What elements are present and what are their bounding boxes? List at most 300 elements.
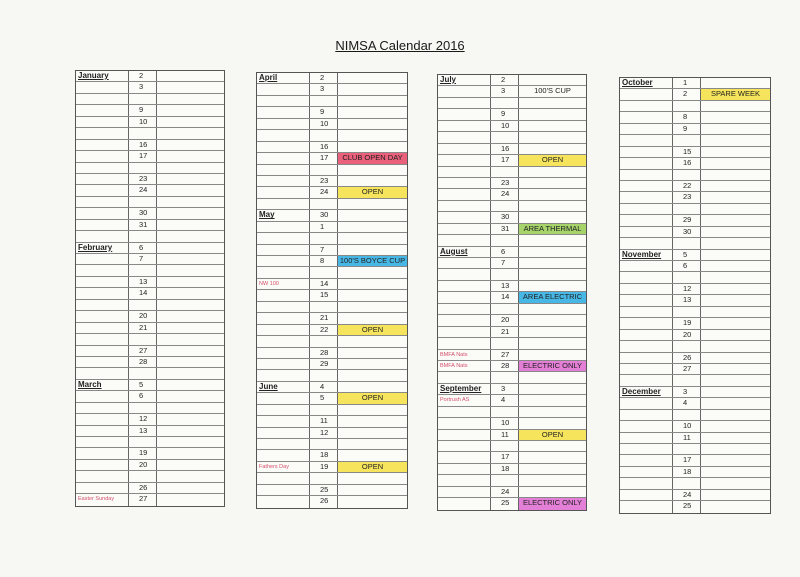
date-cell: 27 xyxy=(490,350,518,360)
calendar-row xyxy=(76,391,224,402)
date-cell xyxy=(128,403,156,413)
month-cell xyxy=(257,348,309,358)
date-cell xyxy=(672,444,700,454)
event-cell xyxy=(337,119,407,129)
event-cell xyxy=(337,405,407,415)
month-cell xyxy=(76,483,128,493)
date-cell: 3 xyxy=(128,82,156,92)
calendar-row xyxy=(620,227,770,238)
date-cell xyxy=(490,269,518,279)
calendar-row xyxy=(438,189,586,200)
month-cell xyxy=(257,473,309,483)
event-cell xyxy=(700,192,770,202)
month-label: August xyxy=(440,246,468,256)
month-cell xyxy=(76,117,128,127)
date-cell: 17 xyxy=(490,452,518,462)
event-cell xyxy=(156,265,224,275)
event-label: OPEN xyxy=(518,430,586,440)
date-cell: 6 xyxy=(490,247,518,257)
calendar-row xyxy=(257,496,407,507)
date-cell: 14 xyxy=(309,279,337,289)
month-cell xyxy=(76,220,128,230)
month-cell xyxy=(257,142,309,152)
date-cell: 5 xyxy=(672,250,700,260)
calendar-row xyxy=(257,107,407,118)
calendar-row xyxy=(620,375,770,386)
month-cell xyxy=(620,272,672,282)
event-cell xyxy=(518,407,586,417)
date-cell xyxy=(672,410,700,420)
month-cell xyxy=(76,346,128,356)
calendar-row xyxy=(620,444,770,455)
month-cell xyxy=(620,410,672,420)
event-label: OPEN xyxy=(337,325,407,335)
date-cell: 11 xyxy=(309,416,337,426)
month-cell xyxy=(257,416,309,426)
month-cell xyxy=(620,192,672,202)
date-cell: 10 xyxy=(490,121,518,131)
event-label: OPEN xyxy=(518,155,586,165)
month-cell xyxy=(438,167,490,177)
date-cell: 27 xyxy=(128,494,156,505)
month-cell xyxy=(76,254,128,264)
event-cell xyxy=(700,112,770,122)
date-cell: 11 xyxy=(672,433,700,443)
date-cell: 14 xyxy=(490,292,518,302)
month-cell xyxy=(76,288,128,298)
event-cell xyxy=(700,398,770,408)
event-cell xyxy=(518,258,586,268)
date-cell: 16 xyxy=(490,144,518,154)
month-cell xyxy=(438,189,490,199)
event-cell xyxy=(700,307,770,317)
date-cell: 8 xyxy=(672,112,700,122)
date-cell xyxy=(128,128,156,138)
event-cell xyxy=(700,238,770,248)
calendar-row xyxy=(257,405,407,416)
date-cell: 25 xyxy=(490,498,518,509)
calendar-row xyxy=(76,265,224,276)
month-cell xyxy=(620,227,672,237)
date-cell: 14 xyxy=(128,288,156,298)
date-cell: 28 xyxy=(128,357,156,367)
event-cell xyxy=(700,433,770,443)
calendar-row xyxy=(76,163,224,174)
date-cell xyxy=(128,471,156,481)
calendar-row xyxy=(620,238,770,249)
calendar-row xyxy=(257,119,407,130)
event-cell xyxy=(337,450,407,460)
month-cell xyxy=(76,368,128,378)
month-cell xyxy=(257,187,309,197)
calendar-row xyxy=(620,215,770,226)
calendar-row xyxy=(438,155,586,166)
date-cell: 11 xyxy=(490,430,518,440)
calendar-row xyxy=(257,279,407,290)
event-cell xyxy=(518,281,586,291)
event-cell xyxy=(156,334,224,344)
date-cell xyxy=(490,475,518,485)
calendar-row xyxy=(438,247,586,258)
event-cell xyxy=(518,304,586,314)
calendar-row xyxy=(438,418,586,429)
month-cell xyxy=(620,215,672,225)
event-cell xyxy=(700,204,770,214)
event-cell xyxy=(337,210,407,220)
event-label: OPEN xyxy=(337,462,407,472)
event-cell xyxy=(700,478,770,488)
calendar-row xyxy=(620,158,770,169)
calendar-row xyxy=(620,147,770,158)
calendar-row xyxy=(438,224,586,235)
date-cell: 9 xyxy=(128,105,156,115)
event-cell xyxy=(518,441,586,451)
date-cell: 10 xyxy=(490,418,518,428)
calendar-row xyxy=(257,428,407,439)
month-cell xyxy=(257,84,309,94)
month-label: July xyxy=(440,75,457,84)
month-cell xyxy=(76,311,128,321)
calendar-row xyxy=(438,109,586,120)
event-cell xyxy=(156,82,224,92)
calendar-row xyxy=(257,439,407,450)
month-cell xyxy=(620,181,672,191)
calendar-row xyxy=(620,330,770,341)
month-cell xyxy=(257,176,309,186)
event-cell xyxy=(156,426,224,436)
month-cell xyxy=(620,353,672,363)
event-cell xyxy=(156,71,224,81)
event-cell xyxy=(518,132,586,142)
month-cell xyxy=(76,426,128,436)
month-cell xyxy=(257,267,309,277)
calendar-row xyxy=(620,421,770,432)
month-cell xyxy=(257,336,309,346)
calendar-row xyxy=(257,462,407,473)
calendar-row xyxy=(620,204,770,215)
event-cell xyxy=(700,410,770,420)
month-cell xyxy=(76,208,128,218)
event-cell xyxy=(700,467,770,477)
event-cell xyxy=(700,181,770,191)
month-label: May xyxy=(259,210,275,220)
month-cell xyxy=(620,89,672,99)
month-cell xyxy=(620,444,672,454)
event-cell xyxy=(156,185,224,195)
date-cell: 29 xyxy=(309,359,337,369)
month-label: December xyxy=(622,386,661,396)
event-cell xyxy=(518,235,586,245)
month-cell xyxy=(257,119,309,129)
event-cell xyxy=(700,364,770,374)
calendar-row xyxy=(438,327,586,338)
event-cell xyxy=(156,380,224,390)
calendar-column-jan-mar xyxy=(75,70,225,507)
date-cell: 3 xyxy=(490,86,518,96)
event-cell xyxy=(337,290,407,300)
event-cell xyxy=(518,109,586,119)
date-cell xyxy=(672,478,700,488)
event-cell xyxy=(156,128,224,138)
calendar-row xyxy=(76,174,224,185)
event-cell xyxy=(337,176,407,186)
calendar-row xyxy=(438,315,586,326)
date-cell xyxy=(309,370,337,380)
calendar-row xyxy=(438,384,586,395)
date-cell: 4 xyxy=(309,382,337,392)
date-cell: 24 xyxy=(490,189,518,199)
calendar-row xyxy=(76,82,224,93)
month-cell xyxy=(620,490,672,500)
date-cell xyxy=(309,439,337,449)
event-cell xyxy=(700,261,770,271)
event-cell xyxy=(337,370,407,380)
date-cell xyxy=(309,233,337,243)
month-cell xyxy=(438,315,490,325)
date-cell xyxy=(672,272,700,282)
date-cell: 2 xyxy=(309,73,337,83)
event-cell xyxy=(156,300,224,310)
calendar-row xyxy=(620,181,770,192)
calendar-row xyxy=(438,75,586,86)
calendar-row xyxy=(620,467,770,478)
date-cell: 24 xyxy=(672,490,700,500)
event-cell xyxy=(518,98,586,108)
date-cell xyxy=(309,302,337,312)
event-cell xyxy=(156,494,224,505)
date-cell xyxy=(490,98,518,108)
event-cell xyxy=(156,105,224,115)
date-cell: 27 xyxy=(672,364,700,374)
calendar-column-jul-sep xyxy=(437,74,587,511)
date-cell: 24 xyxy=(128,185,156,195)
event-cell xyxy=(156,437,224,447)
calendar-row xyxy=(438,132,586,143)
event-cell xyxy=(156,403,224,413)
month-label: January xyxy=(78,71,109,80)
month-cell xyxy=(76,277,128,287)
event-cell xyxy=(337,485,407,495)
month-cell xyxy=(438,144,490,154)
calendar-row xyxy=(76,185,224,196)
month-cell xyxy=(257,199,309,209)
month-cell xyxy=(257,359,309,369)
event-label: AREA ELECTRIC xyxy=(518,292,586,302)
month-cell xyxy=(438,441,490,451)
calendar-row xyxy=(76,460,224,471)
event-cell xyxy=(156,357,224,367)
month-cell xyxy=(76,460,128,470)
month-cell xyxy=(257,107,309,117)
event-cell xyxy=(337,96,407,106)
calendar-row xyxy=(76,494,224,505)
calendar-row xyxy=(257,84,407,95)
calendar-row xyxy=(620,455,770,466)
calendar-row xyxy=(438,441,586,452)
date-cell: 13 xyxy=(672,295,700,305)
date-cell xyxy=(128,368,156,378)
date-cell xyxy=(672,170,700,180)
event-cell xyxy=(518,75,586,85)
calendar-row xyxy=(257,450,407,461)
calendar-row xyxy=(76,220,224,231)
event-cell xyxy=(518,475,586,485)
date-cell: 27 xyxy=(128,346,156,356)
event-cell xyxy=(337,84,407,94)
date-cell: 6 xyxy=(672,261,700,271)
event-cell xyxy=(156,311,224,321)
event-cell xyxy=(156,448,224,458)
month-cell xyxy=(620,147,672,157)
date-cell xyxy=(128,334,156,344)
month-cell xyxy=(620,238,672,248)
date-cell: 3 xyxy=(490,384,518,394)
event-cell xyxy=(700,341,770,351)
month-cell xyxy=(620,158,672,168)
event-cell xyxy=(518,247,586,257)
month-label: September xyxy=(440,383,482,393)
date-cell xyxy=(128,437,156,447)
date-cell: 25 xyxy=(309,485,337,495)
month-cell xyxy=(76,334,128,344)
event-cell xyxy=(156,140,224,150)
month-cell xyxy=(76,105,128,115)
date-cell: 2 xyxy=(490,75,518,85)
date-cell xyxy=(128,300,156,310)
month-cell xyxy=(257,302,309,312)
calendar-row xyxy=(257,210,407,221)
calendar-row xyxy=(257,336,407,347)
calendar-row xyxy=(257,187,407,198)
calendar-row xyxy=(76,300,224,311)
event-cell xyxy=(156,483,224,493)
calendar-row xyxy=(76,128,224,139)
date-cell: 10 xyxy=(128,117,156,127)
date-cell: 19 xyxy=(672,318,700,328)
event-cell xyxy=(700,330,770,340)
month-cell xyxy=(620,330,672,340)
calendar-row xyxy=(620,490,770,501)
date-cell: 19 xyxy=(309,462,337,472)
calendar-column-apr-jun xyxy=(256,72,408,509)
event-cell xyxy=(337,107,407,117)
calendar-row xyxy=(257,302,407,313)
calendar-row xyxy=(76,243,224,254)
calendar-row xyxy=(76,254,224,265)
calendar-row xyxy=(257,382,407,393)
month-cell xyxy=(257,439,309,449)
month-cell xyxy=(76,471,128,481)
month-label: April xyxy=(259,73,278,82)
event-cell xyxy=(337,336,407,346)
calendar-row xyxy=(620,398,770,409)
month-cell xyxy=(438,201,490,211)
calendar-row xyxy=(76,288,224,299)
date-cell: 30 xyxy=(128,208,156,218)
date-cell xyxy=(309,336,337,346)
calendar-row xyxy=(620,410,770,421)
event-cell xyxy=(700,135,770,145)
month-cell xyxy=(257,428,309,438)
event-cell xyxy=(156,220,224,230)
date-cell: 17 xyxy=(309,153,337,163)
calendar-row xyxy=(76,403,224,414)
event-cell xyxy=(518,487,586,497)
date-cell: 22 xyxy=(309,325,337,335)
month-label: March xyxy=(78,379,102,389)
event-cell xyxy=(518,395,586,405)
calendar-row xyxy=(438,269,586,280)
day-note: BMFA Nats xyxy=(440,362,468,369)
calendar-row xyxy=(438,338,586,349)
month-cell xyxy=(438,292,490,302)
day-note: Portrush AS xyxy=(440,397,470,404)
calendar-row xyxy=(257,245,407,256)
date-cell: 12 xyxy=(672,284,700,294)
event-cell xyxy=(700,375,770,385)
month-cell xyxy=(620,295,672,305)
calendar-row xyxy=(620,124,770,135)
date-cell xyxy=(490,338,518,348)
month-cell xyxy=(438,109,490,119)
calendar-column-oct-dec xyxy=(619,77,771,514)
calendar-row xyxy=(76,334,224,345)
event-label: ELECTRIC ONLY xyxy=(518,361,586,371)
calendar-row xyxy=(257,348,407,359)
event-cell xyxy=(337,130,407,140)
calendar-row xyxy=(76,151,224,162)
event-label: 100'S BOYCE CUP xyxy=(337,256,407,266)
day-note: Easter Sunday xyxy=(78,496,115,503)
date-cell: 3 xyxy=(309,84,337,94)
event-cell xyxy=(337,439,407,449)
month-cell xyxy=(76,300,128,310)
event-cell xyxy=(156,254,224,264)
month-cell xyxy=(438,235,490,245)
calendar-row xyxy=(76,277,224,288)
calendar-row xyxy=(76,426,224,437)
month-cell xyxy=(620,170,672,180)
event-cell xyxy=(337,279,407,289)
date-cell: 2 xyxy=(128,71,156,81)
event-cell xyxy=(700,272,770,282)
date-cell: 31 xyxy=(128,220,156,230)
event-cell xyxy=(700,101,770,111)
event-cell xyxy=(700,227,770,237)
calendar-row xyxy=(620,318,770,329)
date-cell: 15 xyxy=(672,147,700,157)
month-cell xyxy=(76,185,128,195)
month-cell xyxy=(620,112,672,122)
date-cell: 12 xyxy=(309,428,337,438)
calendar-row xyxy=(438,281,586,292)
event-cell xyxy=(156,471,224,481)
calendar-row xyxy=(76,380,224,391)
month-cell xyxy=(438,178,490,188)
event-cell xyxy=(337,73,407,83)
calendar-row xyxy=(438,452,586,463)
month-cell xyxy=(438,475,490,485)
date-cell: 23 xyxy=(309,176,337,186)
calendar-row xyxy=(620,353,770,364)
month-cell xyxy=(438,327,490,337)
date-cell: 8 xyxy=(309,256,337,266)
date-cell xyxy=(490,235,518,245)
month-cell xyxy=(438,498,490,509)
event-cell xyxy=(337,416,407,426)
month-cell xyxy=(257,96,309,106)
month-cell xyxy=(257,165,309,175)
